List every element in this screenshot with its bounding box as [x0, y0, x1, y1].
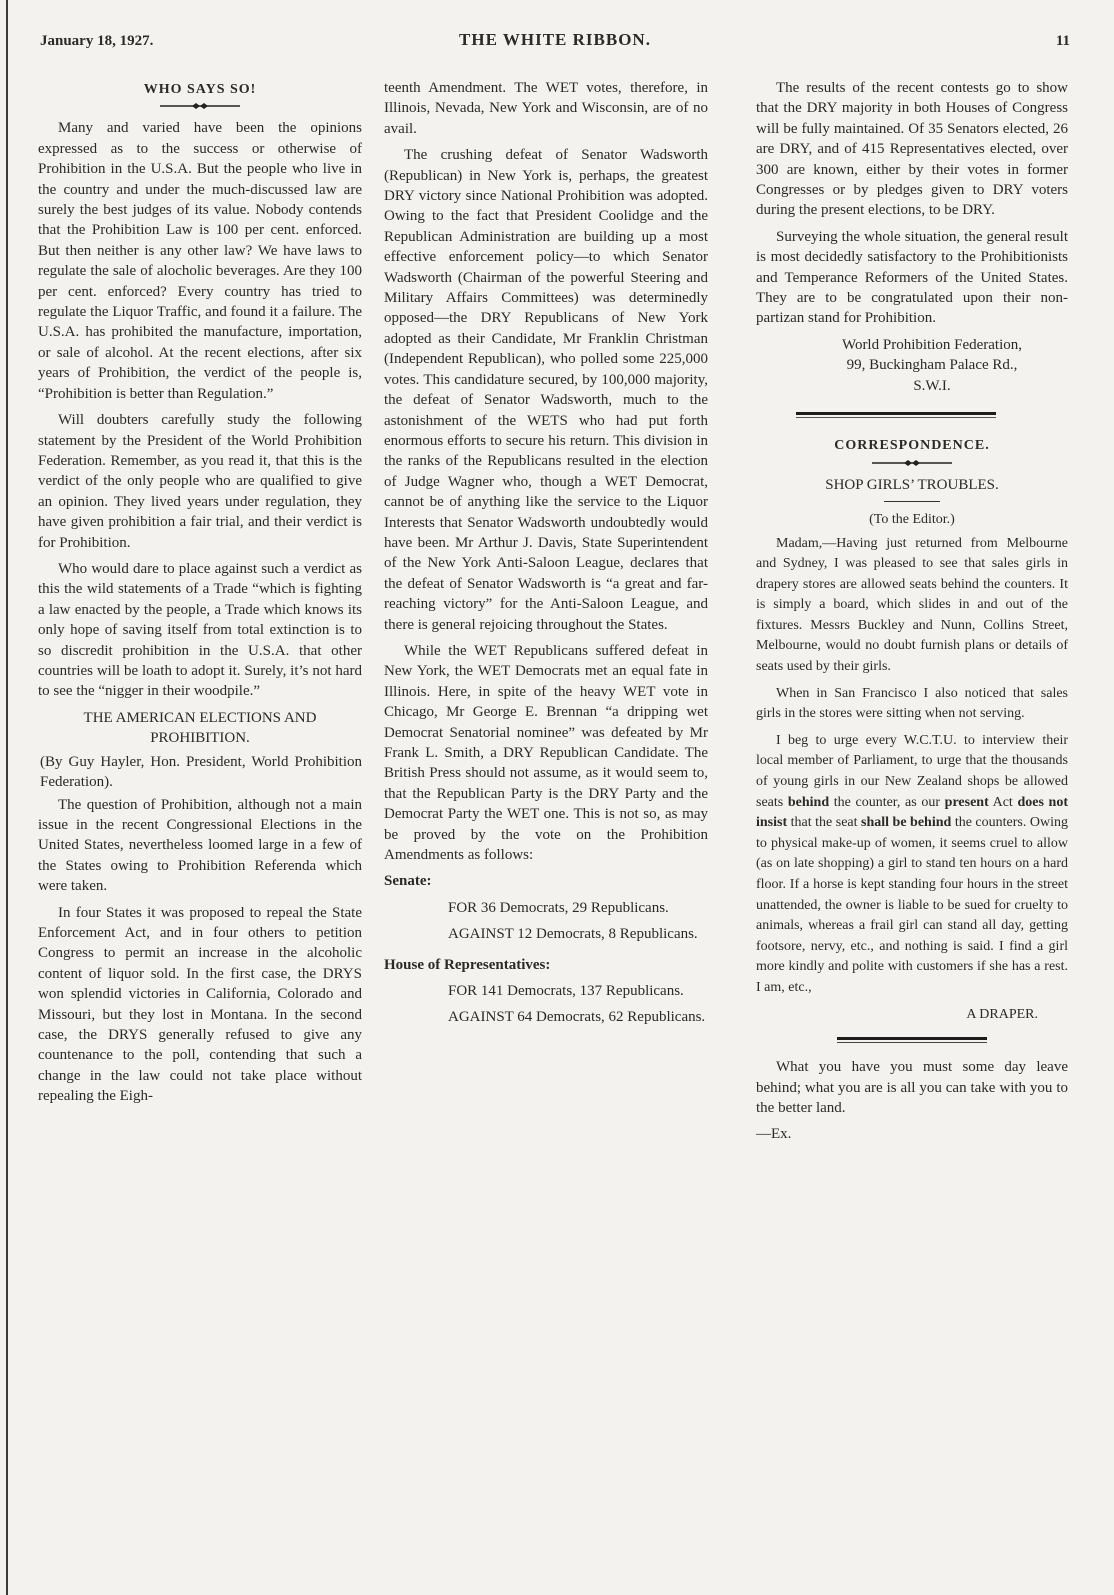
- house-for: FOR 141 Democrats, 137 Republicans.: [448, 983, 684, 1000]
- text-run: I beg to urge every W.C.T.U. to interview their local member of Parliament, to urge that the thousands of young girls in our New Zealand shops be allowed seats: [756, 732, 1068, 810]
- paragraph: In four States it was proposed to repeal the State Enforcement Act, and in four others to petition Congress to permit an increase in the alcoholic content of liquor sold. In the first case, the DRYS won splendid victories in California, Colorado and Missouri, but they lost in Montana. In the second case, the DRYS generally refused to give any countenance to the poll, contending that such a change in the law could not take place without repealing the Eigh-: [38, 904, 362, 1105]
- article-heading-american-elections: THE AMERICAN ELECTIONS AND PROHIBITION.: [83, 709, 317, 746]
- paragraph: The results of the recent contests go to show that the DRY majority in both Houses of Congress will be fully maintained. Of 35 Senators elected, 26 are DRY, and of 415 Representatives elected, over 300 are known, either by their votes in former Congresses or by pledges given to DRY voters during the present elections, to be DRY.: [756, 80, 1068, 219]
- emphasis: behind: [787, 794, 830, 810]
- paragraph: Madam,—Having just returned from Melbourne and Sydney, I was pleased to see that sales girls in drapery stores are allowed seats behind the counters. It is simply a board, which slides in and out of the fixtures. Messrs Buckley and Nunn, Collins Street, Melbourne, would no doubt furnish plans or details of seats used by their girls.: [756, 535, 1068, 675]
- senate-label: Senate:: [384, 873, 432, 890]
- column-1: [38, 78, 362, 1113]
- correspondence-heading: CORRESPONDENCE.: [834, 438, 990, 454]
- paragraph: Will doubters carefully study the following statement by the President of the World Prohibition Federation. Remember, as you read it, that this is the verdict of the only people who are qualified to give an opinion. They lived years under regulation, they have given prohibition a fair trial, and their verdict is for Prohibition.: [38, 412, 362, 551]
- paragraph: Who would dare to place against such a verdict as this the wild statements of a Trade “which is fighting a law enacted by the people, a Trade which knows its only hope of saving itself from total extinction is to so discredit prohibition in the U.S.A. that other countries will be loath to adopt it. Surely, it’s not hard to see the “nigger in their woodpile.”: [38, 560, 362, 700]
- paragraph: Surveying the whole situation, the general result is most decidedly satisfactory to the Prohibitionists and Temperance Reformers of the United States. They are to be congratulated upon their non-partizan stand for Prohibition.: [756, 228, 1068, 327]
- house-against: AGAINST 64 Democrats, 62 Republicans.: [448, 1009, 706, 1026]
- text-run: that the seat: [787, 815, 862, 831]
- text-run: Act: [988, 794, 1018, 810]
- senate-for: FOR 36 Democrats, 29 Republicans.: [448, 899, 669, 916]
- emphasis: shall be behind: [861, 815, 952, 831]
- letter-signature: A DRAPER.: [966, 1006, 1038, 1022]
- emphasis: present: [944, 794, 989, 810]
- signature-line: 99, Buckingham Palace Rd.,: [846, 357, 1018, 374]
- house-label: House of Representatives:: [384, 956, 551, 973]
- emphasis: does not insist: [756, 794, 1068, 831]
- byline: (By Guy Hayler, Hon. President, World Prohibition Federation).: [40, 753, 362, 791]
- senate-against: AGAINST 12 Democrats, 8 Republicans.: [448, 926, 698, 943]
- to-editor: (To the Editor.): [869, 511, 955, 527]
- text-run: the counters. Owing to physical make-up of women, it seems cruel to allow (as on late shopping) a girl to stand ten hours on a hard floor. If a horse is kept standing four hours in the street unattended, the owner is liable to be sued for cruelty to animals, whereas a frail girl can stand all day, getting footsore, nervy, etc., and nothing is said. I find a girl more kindly and polite with customers if she has a rest. I am, etc.,: [756, 815, 1068, 995]
- ornament-divider: [872, 459, 952, 467]
- paragraph: Many and varied have been the opinions expressed as to the success or otherwise of Prohibition in the U.S.A. But the people who live in the country and under the much-discussed law are surely the best judges of its value. Nobody contends that the Prohibition Law is 100 per cent. enforced. But then neither is any other law? We have laws to regulate the sale of alocholic beverages. Are they 100 per cent. enforced? Every country has tried to regulate the Liquor Traffic, and found it a failure. The U.S.A. has prohibited the manufacture, importation, or sale of alcohol. At the recent elections, after six years of Prohibition, the verdict of the people is, “Prohibition is better than Regulation.”: [38, 120, 362, 402]
- quote-source: —Ex.: [756, 1126, 792, 1143]
- letter-body: [756, 534, 1068, 1026]
- signature-line: S.W.I.: [913, 377, 951, 394]
- paragraph: [756, 731, 1068, 999]
- text-run: the counter, as our: [829, 794, 945, 810]
- closing-quote: What you have you must some day leave behind; what you are is all you can take with you to the better land.: [756, 1059, 1068, 1116]
- paragraph: While the WET Republicans suffered defeat in New York, the WET Democrats met an equal fate in Illinois. Here, in spite of the heavy WET vote in Chicago, Mr George E. Brennan “a dripping wet Democrat Senatorial nominee” was defeated by Mr Frank L. Smith, a DRY Republican Candidate. The British Press should not assume, as it would seem to, that the Republican Party is the DRY Party and the Democrat Party the WET one. This is not so, as may be proved by the vote on the Prohibition Amendments as follows:: [384, 642, 708, 864]
- federation-signature: [756, 335, 1068, 396]
- section-divider: [796, 412, 996, 418]
- signature-line: World Prohibition Federation,: [841, 336, 1023, 353]
- paragraph: When in San Francisco I also noticed that sales girls in the stores were sitting when not serving.: [756, 685, 1068, 722]
- page-edge-rule: [6, 0, 8, 1595]
- column-3: [756, 78, 1068, 1151]
- issue-date: January 18, 1927.: [40, 33, 154, 49]
- page-header: [40, 30, 1070, 54]
- publication-title: THE WHITE RIBBON.: [459, 30, 651, 49]
- article-heading-who-says-so: WHO SAYS SO!: [143, 82, 257, 97]
- letter-title: SHOP GIRLS’ TROUBLES.: [825, 476, 999, 493]
- section-divider: [837, 1037, 987, 1043]
- paragraph: The question of Prohibition, although not a main issue in the recent Congressional Elections in the United States, nevertheless loomed large in a few of the States owing to Prohibition Referenda which were taken.: [38, 796, 362, 895]
- column-2: [384, 78, 708, 1034]
- paragraph: The crushing defeat of Senator Wadsworth (Republican) in New York is, perhaps, the greatest DRY victory since National Prohibition was adopted. Owing to the fact that President Coolidge and the Republican Administration are building up a most effective enforcement policy—to which Senator Wadsworth (Chairman of the powerful Steering and Military Affairs Committees) was determinedly opposed—the DRY Republicans of New York adopted as their Candidate, Mr Franklin Christman (Independent Republican), who polled some 225,000 votes. This candidature secured, by 100,000 majority, the defeat of Senator Wadsworth, much to the astonishment of the WETS who had put forth enormous efforts to secure his return. This division in the ranks of the Republicans resulted in the election of Judge Wagner who, though a WET Democrat, cannot be of anything like the service to the Liquor Interests that Senator Wadsworth undoubtedly would have been. Mr Arthur J. Davis, State Superintendent of the New York Anti-Saloon League, declares that the defeat of Senator Wadsworth is “a great and far-reaching victory” for the Anti-Saloon League, and there is general rejoicing throughout the States.: [384, 147, 708, 633]
- page-number: 11: [1055, 33, 1070, 49]
- ornament-divider: [160, 102, 240, 110]
- paragraph: teenth Amendment. The WET votes, therefore, in Illinois, Nevada, New York and Wisconsin, are of no avail.: [384, 80, 708, 137]
- short-rule: [884, 501, 940, 502]
